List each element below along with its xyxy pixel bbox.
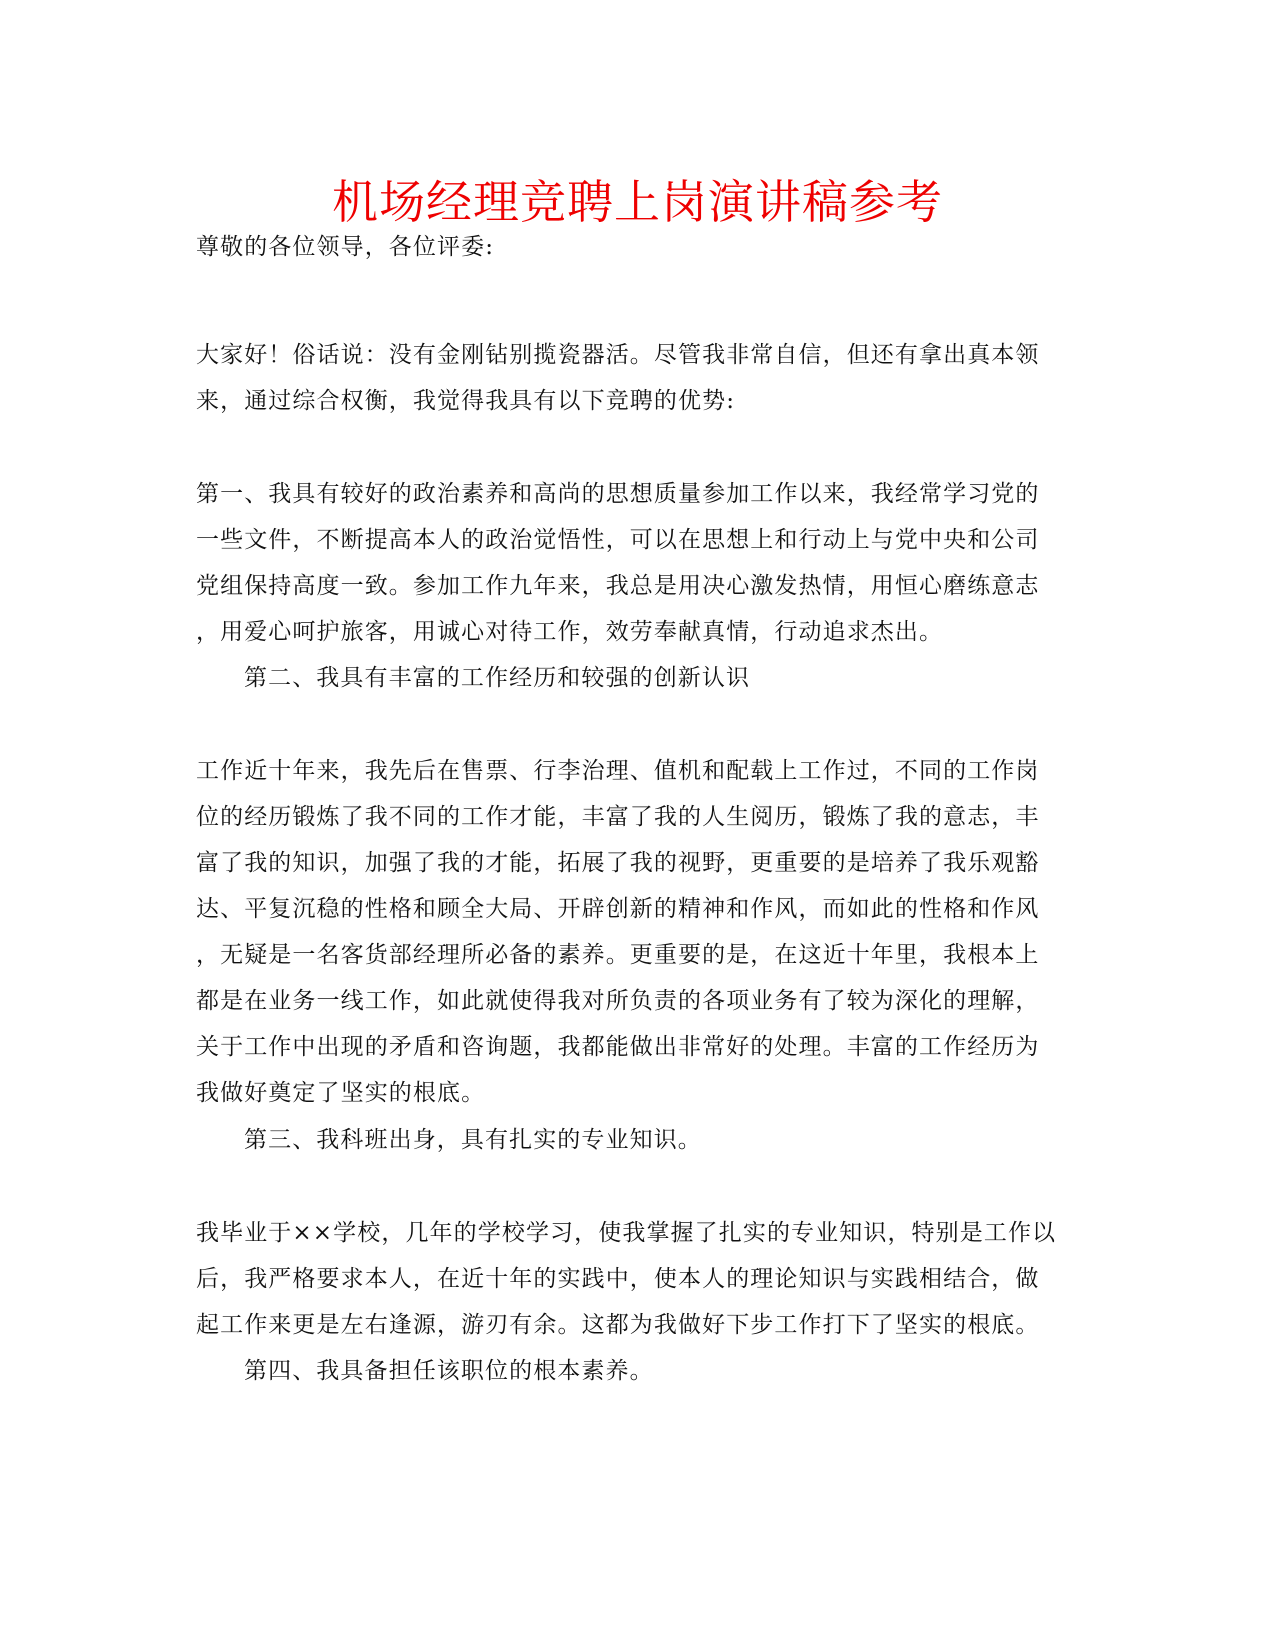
paragraph-line: 起工作来更是左右逢源，游刃有余。这都为我做好下步工作打下了坚实的根底。 [196,1312,1040,1338]
paragraph-line: 党组保持高度一致。参加工作九年来，我总是用决心激发热情，用恒心磨练意志 [196,573,1040,599]
paragraph-line: 我毕业于××学校，几年的学校学习，使我掌握了扎实的专业知识，特别是工作以 [196,1220,1057,1246]
paragraph-line: ，用爱心呵护旅客，用诚心对待工作，效劳奉献真情，行动追求杰出。 [196,619,944,645]
section-heading-2: 第二、我具有丰富的工作经历和较强的创新认识 [244,665,751,691]
paragraph-line: 来，通过综合权衡，我觉得我具有以下竞聘的优势: [196,388,736,414]
section-heading-3: 第三、我科班出身，具有扎实的专业知识。 [244,1127,702,1153]
paragraph-line: ，无疑是一名客货部经理所必备的素养。更重要的是，在这近十年里，我根本上 [196,942,1040,968]
document-title: 机场经理竞聘上岗演讲稿参考 [332,175,943,229]
paragraph-line: 富了我的知识，加强了我的才能，拓展了我的视野，更重要的是培养了我乐观豁 [196,850,1040,876]
paragraph-line: 一些文件，不断提高本人的政治觉悟性，可以在思想上和行动上与党中央和公司 [196,527,1040,553]
paragraph-line: 关于工作中出现的矛盾和咨询题，我都能做出非常好的处理。丰富的工作经历为 [196,1034,1040,1060]
paragraph-line: 第一、我具有较好的政治素养和高尚的思想质量参加工作以来，我经常学习党的 [196,481,1040,507]
paragraph-line: 后，我严格要求本人，在近十年的实践中，使本人的理论知识与实践相结合，做 [196,1266,1040,1292]
paragraph-line: 达、平复沉稳的性格和顾全大局、开辟创新的精神和作风，而如此的性格和作风 [196,896,1040,922]
section-heading-4: 第四、我具备担任该职位的根本素养。 [244,1358,654,1384]
paragraph-line: 我做好奠定了坚实的根底。 [196,1080,486,1106]
paragraph-line: 位的经历锻炼了我不同的工作才能，丰富了我的人生阅历，锻炼了我的意志，丰 [196,804,1040,830]
paragraph-line: 大家好！俗话说：没有金刚钻别揽瓷器活。尽管我非常自信，但还有拿出真本领 [196,342,1040,368]
salutation-line: 尊敬的各位领导，各位评委: [196,234,495,260]
paragraph-line: 工作近十年来，我先后在售票、行李治理、值机和配载上工作过，不同的工作岗 [196,758,1040,784]
paragraph-line: 都是在业务一线工作，如此就使得我对所负责的各项业务有了较为深化的理解， [196,988,1040,1014]
